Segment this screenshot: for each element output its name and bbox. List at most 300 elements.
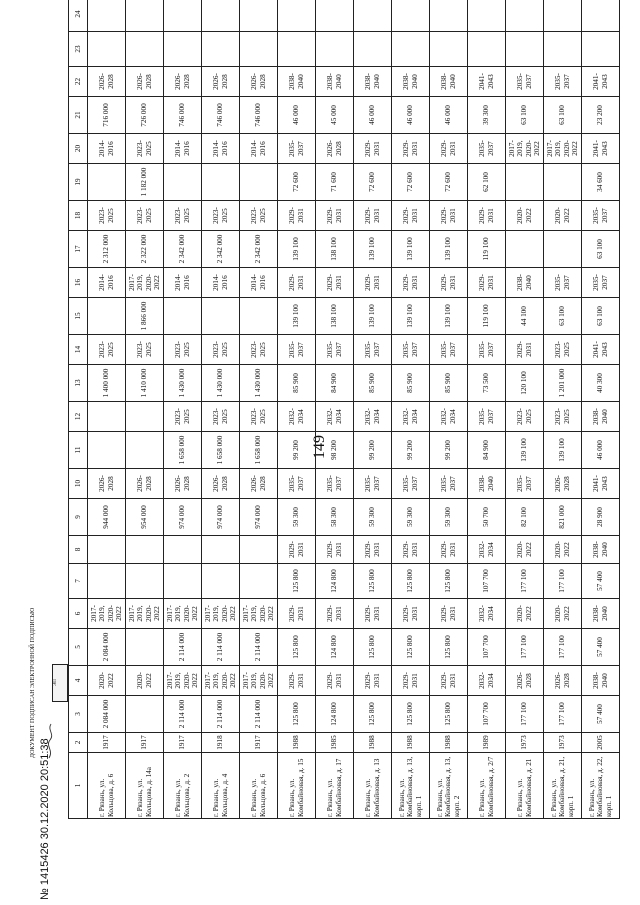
table-cell	[506, 231, 544, 268]
table-cell: 124 800	[316, 696, 354, 733]
table-cell: 2035-2037	[544, 67, 582, 97]
table-cell: 974 000	[164, 499, 202, 536]
table-cell: 138 100	[316, 231, 354, 268]
table-cell	[126, 402, 164, 432]
header-cell: 8	[69, 536, 88, 564]
header-cell: 19	[69, 164, 88, 201]
table-cell: 1917	[126, 733, 164, 753]
address-cell: г. Рязань, ул. Комбайновая, д. 13	[354, 753, 392, 819]
table-cell: 2 322 000	[126, 231, 164, 268]
table-cell	[88, 164, 126, 201]
table-cell	[202, 32, 240, 67]
table-cell: 2014-2016	[88, 268, 126, 298]
table-body	[88, 0, 620, 819]
table-cell: 1 658 000	[164, 432, 202, 469]
table-cell	[240, 0, 278, 32]
table-cell: 2041-2043	[582, 134, 620, 164]
header-cell: 5	[69, 629, 88, 666]
table-cell: 2026-2028	[164, 469, 202, 499]
table-cell: 2035-2037	[430, 335, 468, 365]
table-cell: 107 700	[468, 564, 506, 599]
table-cell: 99 200	[278, 432, 316, 469]
table-cell	[164, 298, 202, 335]
table-cell: 726 000	[126, 97, 164, 134]
table-cell	[430, 32, 468, 67]
repair-schedule-table	[68, 0, 620, 819]
table-cell: 1988	[392, 733, 430, 753]
table-cell: 23 200	[582, 97, 620, 134]
table-row	[202, 0, 240, 819]
table-cell: 2 114 000	[202, 696, 240, 733]
table-cell: 2020-2022	[506, 536, 544, 564]
table-cell: 2032-2034	[278, 402, 316, 432]
table-cell: 716 000	[88, 97, 126, 134]
header-cell: 23	[69, 32, 88, 67]
table-row	[354, 0, 392, 819]
table-cell: 2029-2031	[354, 666, 392, 696]
table-cell	[240, 564, 278, 599]
rotated-table-container	[68, 10, 613, 819]
address-cell: г. Рязань, ул. Кольцова, д. 4	[202, 753, 240, 819]
table-cell: 2035-2037	[582, 268, 620, 298]
table-cell: 1 866 000	[126, 298, 164, 335]
table-cell	[202, 564, 240, 599]
table-cell: 40 300	[582, 365, 620, 402]
table-cell: 2 114 000	[240, 629, 278, 666]
table-cell: 2023-2025	[164, 201, 202, 231]
table-cell: 139 100	[392, 231, 430, 268]
table-cell: 107 700	[468, 629, 506, 666]
table-row	[164, 0, 202, 819]
header-cell: 12	[69, 402, 88, 432]
table-cell: 2038-2040	[506, 268, 544, 298]
table-cell: 2029-2031	[354, 201, 392, 231]
table-cell: 2029-2031	[354, 536, 392, 564]
table-cell: 2020-2022	[506, 201, 544, 231]
table-cell: 138 100	[316, 298, 354, 335]
table-cell: 125 800	[430, 696, 468, 733]
table-cell: 99 200	[354, 432, 392, 469]
table-cell: 57 400	[582, 564, 620, 599]
table-cell: 2 084 000	[88, 696, 126, 733]
table-row	[430, 0, 468, 819]
table-cell: 2029-2031	[392, 666, 430, 696]
table-cell: 1989	[468, 733, 506, 753]
table-cell	[88, 0, 126, 32]
table-cell: 1985	[316, 733, 354, 753]
header-cell: 4	[69, 666, 88, 696]
table-cell: 139 100	[430, 298, 468, 335]
table-cell	[240, 298, 278, 335]
address-cell: г. Рязань, ул. Кольцова, д. 2	[164, 753, 202, 819]
table-cell: 62 100	[468, 164, 506, 201]
table-cell: 2017-2019, 2020-2022	[126, 599, 164, 629]
table-cell: 2029-2031	[392, 134, 430, 164]
header-cell: 14	[69, 335, 88, 365]
address-cell: г. Рязань, ул. Кольцова, д. 14а	[126, 753, 164, 819]
table-cell: 2029-2031	[506, 335, 544, 365]
table-cell: 2026-2028	[164, 67, 202, 97]
table-cell: 2032-2034	[468, 599, 506, 629]
header-cell: 7	[69, 564, 88, 599]
table-cell: 2023-2025	[126, 335, 164, 365]
table-cell: 139 100	[392, 298, 430, 335]
table-cell: 2023-2025	[240, 402, 278, 432]
table-cell	[202, 0, 240, 32]
page-number: 149	[311, 435, 328, 459]
table-cell: 2029-2031	[316, 536, 354, 564]
table-cell: 177 100	[506, 696, 544, 733]
table-cell: 2017-2019, 2020-2022	[202, 666, 240, 696]
table-cell: 2035-2037	[468, 134, 506, 164]
table-cell	[164, 564, 202, 599]
table-cell: 39 300	[468, 97, 506, 134]
table-cell: 125 800	[278, 696, 316, 733]
table-cell: 1988	[354, 733, 392, 753]
table-cell: 1988	[430, 733, 468, 753]
table-cell: 125 800	[354, 696, 392, 733]
address-cell: г. Рязань, ул. Комбайновая, д. 21, корп. 1	[544, 753, 582, 819]
table-cell: 46 000	[392, 97, 430, 134]
table-cell: 139 100	[354, 231, 392, 268]
header-cell: 11	[69, 432, 88, 469]
table-cell: 2038-2040	[316, 67, 354, 97]
table-cell: 84 900	[468, 432, 506, 469]
table-cell	[316, 32, 354, 67]
table-cell	[202, 298, 240, 335]
table-cell: 45 000	[316, 97, 354, 134]
table-cell	[392, 32, 430, 67]
table-cell: 125 800	[354, 564, 392, 599]
table-cell: 2035-2037	[506, 67, 544, 97]
table-cell: 2017-2019, 2020-2022	[126, 268, 164, 298]
table-cell: 99 200	[392, 432, 430, 469]
table-cell	[544, 0, 582, 32]
table-row	[316, 0, 354, 819]
table-cell	[126, 564, 164, 599]
table-cell: 2029-2031	[392, 201, 430, 231]
table-cell: 1917	[240, 733, 278, 753]
table-cell: 2029-2031	[468, 268, 506, 298]
header-cell: 3	[69, 696, 88, 733]
table-cell: 2014-2016	[240, 268, 278, 298]
header-cell: 16	[69, 268, 88, 298]
table-cell: 57 400	[582, 696, 620, 733]
table-cell	[506, 32, 544, 67]
table-row	[582, 0, 620, 819]
table-cell: 2014-2016	[202, 268, 240, 298]
table-cell	[126, 432, 164, 469]
table-row	[88, 0, 126, 819]
table-cell: 73 500	[468, 365, 506, 402]
table-cell	[88, 32, 126, 67]
table-cell	[468, 0, 506, 32]
table-cell: 50 700	[468, 499, 506, 536]
table-cell: 46 000	[278, 97, 316, 134]
table-cell	[544, 32, 582, 67]
table-cell: 2038-2040	[582, 536, 620, 564]
table-cell	[126, 32, 164, 67]
table-cell: 2035-2037	[392, 335, 430, 365]
table-cell: 63 100	[506, 97, 544, 134]
table-cell: 974 000	[202, 499, 240, 536]
table-cell: 125 800	[354, 629, 392, 666]
table-cell	[582, 0, 620, 32]
table-cell: 2023-2025	[88, 201, 126, 231]
table-cell: 177 100	[544, 564, 582, 599]
table-cell: 2023-2025	[506, 402, 544, 432]
table-cell: 85 900	[278, 365, 316, 402]
table-cell: 2017-2019, 2020-2022	[88, 599, 126, 629]
table-cell: 125 800	[430, 564, 468, 599]
table-cell: 2029-2031	[278, 536, 316, 564]
table-cell: 63 100	[582, 298, 620, 335]
header-cell: 21	[69, 97, 88, 134]
table-cell: 2026-2028	[506, 666, 544, 696]
table-cell: 2035-2037	[316, 469, 354, 499]
table-cell: 139 100	[278, 231, 316, 268]
table-cell: 954 000	[126, 499, 164, 536]
table-cell: 2035-2037	[506, 469, 544, 499]
table-cell: 2035-2037	[354, 469, 392, 499]
table-row	[544, 0, 582, 819]
table-cell: 2029-2031	[354, 268, 392, 298]
table-cell: 84 900	[316, 365, 354, 402]
table-cell: 124 800	[316, 564, 354, 599]
table-cell: 2029-2031	[316, 268, 354, 298]
address-cell: г. Рязань, ул. Комбайновая, д. 13, корп. 2	[430, 753, 468, 819]
table-cell: 2029-2031	[316, 201, 354, 231]
table-cell: 2029-2031	[468, 201, 506, 231]
table-cell: 2005	[582, 733, 620, 753]
table-cell: 2026-2028	[544, 666, 582, 696]
table-cell: 2023-2025	[126, 134, 164, 164]
table-cell: 2017-2019, 2020-2022	[240, 599, 278, 629]
table-cell: 85 900	[354, 365, 392, 402]
table-cell: 2026-2028	[544, 469, 582, 499]
table-cell: 72 600	[430, 164, 468, 201]
table-cell: 1918	[202, 733, 240, 753]
table-cell: 2 114 000	[164, 629, 202, 666]
table-cell: 2029-2031	[278, 666, 316, 696]
table-cell	[126, 536, 164, 564]
table-cell: 2032-2034	[354, 402, 392, 432]
table-cell	[164, 32, 202, 67]
table-cell: 2026-2028	[126, 469, 164, 499]
table-cell: 2023-2025	[240, 201, 278, 231]
table-cell	[544, 231, 582, 268]
table-cell: 2 312 000	[88, 231, 126, 268]
table-cell: 46 000	[354, 97, 392, 134]
table-cell: 2026-2028	[240, 469, 278, 499]
table-row	[506, 0, 544, 819]
table-cell: 125 800	[392, 696, 430, 733]
table-cell: 2029-2031	[278, 599, 316, 629]
table-cell: 2038-2040	[582, 402, 620, 432]
table-cell: 2038-2040	[354, 67, 392, 97]
table-cell: 2020-2022	[544, 201, 582, 231]
table-cell: 746 000	[202, 97, 240, 134]
table-cell	[202, 536, 240, 564]
table-cell: 125 800	[392, 629, 430, 666]
table-cell: 85 900	[392, 365, 430, 402]
table-cell: 2029-2031	[392, 268, 430, 298]
table-cell: 99 200	[430, 432, 468, 469]
table-cell: 124 800	[316, 629, 354, 666]
table-cell: 2026-2028	[88, 67, 126, 97]
table-cell: 46 000	[582, 432, 620, 469]
address-cell: г. Рязань, ул. Комбайновая, д. 17	[316, 753, 354, 819]
table-cell: 2020-2022	[544, 536, 582, 564]
table-cell: 944 000	[88, 499, 126, 536]
address-cell: г. Рязань, ул. Кольцова, д. 6	[240, 753, 278, 819]
table-cell: 2035-2037	[468, 402, 506, 432]
table-cell: 2 342 000	[240, 231, 278, 268]
table-row	[278, 0, 316, 819]
header-cell: 13	[69, 365, 88, 402]
table-cell: 2035-2037	[354, 335, 392, 365]
table-cell: 2023-2025	[202, 402, 240, 432]
table-cell: 2032-2034	[316, 402, 354, 432]
table-cell: 177 100	[506, 564, 544, 599]
table-cell: 2 084 000	[88, 629, 126, 666]
table-cell: 46 000	[430, 97, 468, 134]
table-cell: 2038-2040	[468, 469, 506, 499]
table-cell: 2029-2031	[430, 599, 468, 629]
table-cell	[88, 298, 126, 335]
table-cell: 1 201 000	[544, 365, 582, 402]
table-cell: 2023-2025	[544, 335, 582, 365]
table-cell: 2017-2019, 2020-2022	[240, 666, 278, 696]
table-cell: 2038-2040	[582, 666, 620, 696]
table-row	[392, 0, 430, 819]
table-cell: 1 658 000	[240, 432, 278, 469]
table-cell: 2035-2037	[468, 335, 506, 365]
table-cell: 119 100	[468, 298, 506, 335]
table-cell: 1973	[544, 733, 582, 753]
table-cell: 2035-2037	[430, 469, 468, 499]
table-cell: 59 300	[278, 499, 316, 536]
table-cell: 2038-2040	[582, 599, 620, 629]
table-cell: 2041-2043	[582, 335, 620, 365]
header-cell: 2	[69, 733, 88, 753]
table-cell: 2014-2016	[164, 134, 202, 164]
table-cell: 125 800	[278, 564, 316, 599]
table-row	[126, 0, 164, 819]
table-cell: 2026-2028	[126, 67, 164, 97]
table-cell	[354, 0, 392, 32]
table-cell: 72 600	[354, 164, 392, 201]
table-cell: 2032-2034	[468, 536, 506, 564]
table-cell: 63 100	[544, 97, 582, 134]
table-cell: 139 100	[544, 432, 582, 469]
table-cell	[88, 432, 126, 469]
table-cell	[88, 536, 126, 564]
address-cell: г. Рязань, ул. Комбайновая, д. 21	[506, 753, 544, 819]
table-cell: 1 430 000	[240, 365, 278, 402]
table-cell: 974 000	[240, 499, 278, 536]
table-cell: 2029-2031	[430, 134, 468, 164]
table-cell	[278, 32, 316, 67]
table-cell: 59 300	[430, 499, 468, 536]
header-row	[69, 0, 88, 819]
table-cell: 2032-2034	[392, 402, 430, 432]
table-cell: 2023-2025	[202, 335, 240, 365]
table-cell: 2023-2025	[164, 402, 202, 432]
table-cell: 2023-2025	[126, 201, 164, 231]
table-cell: 2014-2016	[202, 134, 240, 164]
table-cell: 59 300	[354, 499, 392, 536]
table-cell: 2023-2025	[240, 335, 278, 365]
table-cell: 2035-2037	[582, 201, 620, 231]
table-cell	[88, 564, 126, 599]
table-cell: 119 100	[468, 231, 506, 268]
table-cell: 120 100	[506, 365, 544, 402]
table-cell: 98 200	[316, 432, 354, 469]
table-cell: 2 342 000	[202, 231, 240, 268]
table-cell: 2017-2019, 2020-2022	[164, 666, 202, 696]
table-cell: 2035-2037	[278, 335, 316, 365]
table-cell	[240, 164, 278, 201]
table-cell: 2041-2043	[582, 67, 620, 97]
table-cell: 2017-2019, 2020-2022	[202, 599, 240, 629]
table-cell: 2029-2031	[316, 599, 354, 629]
table-cell: 107 700	[468, 696, 506, 733]
table-cell: 2026-2028	[240, 67, 278, 97]
table-cell: 2 114 000	[202, 629, 240, 666]
table-cell: 2029-2031	[278, 201, 316, 231]
table-cell: 2017-2019, 2020-2022	[506, 134, 544, 164]
table-cell: 1973	[506, 733, 544, 753]
table-cell: 2014-2016	[240, 134, 278, 164]
table-cell	[164, 0, 202, 32]
table-cell: 1917	[88, 733, 126, 753]
table-cell	[240, 536, 278, 564]
table-cell	[240, 32, 278, 67]
table-cell: 72 600	[392, 164, 430, 201]
table-cell: 2014-2016	[164, 268, 202, 298]
table-row	[468, 0, 506, 819]
table-cell: 1 410 000	[126, 365, 164, 402]
table-cell: 2020-2022	[506, 599, 544, 629]
table-cell: 2020-2022	[126, 666, 164, 696]
table-cell: 2035-2037	[316, 335, 354, 365]
table-cell: 125 800	[278, 629, 316, 666]
table-cell: 2026-2028	[202, 67, 240, 97]
table-cell: 2029-2031	[278, 268, 316, 298]
document-registration-id: № 1415426 30.12.2020 20:51:38	[39, 738, 51, 900]
table-cell: 1917	[164, 733, 202, 753]
table-cell: 139 100	[430, 231, 468, 268]
header-cell: 10	[69, 469, 88, 499]
table-cell: 2020-2022	[88, 666, 126, 696]
header-cell: 6	[69, 599, 88, 629]
table-cell	[544, 164, 582, 201]
table-row	[240, 0, 278, 819]
table-cell	[164, 536, 202, 564]
header-cell: 24	[69, 0, 88, 32]
table-cell: 2 114 000	[164, 696, 202, 733]
table-cell: 821 000	[544, 499, 582, 536]
table-cell	[126, 696, 164, 733]
stamp-caption: ДОКУМЕНТ ПОДПИСАН ЭЛЕКТРОННОЙ ПОДПИСЬЮ	[30, 607, 36, 758]
table-cell	[88, 402, 126, 432]
table-cell: 139 100	[354, 298, 392, 335]
table-cell: 2038-2040	[392, 67, 430, 97]
table-cell: 2029-2031	[430, 536, 468, 564]
address-cell: г. Рязань, ул. Комбайновая, д. 13, корп. 1	[392, 753, 430, 819]
table-cell: 139 100	[506, 432, 544, 469]
